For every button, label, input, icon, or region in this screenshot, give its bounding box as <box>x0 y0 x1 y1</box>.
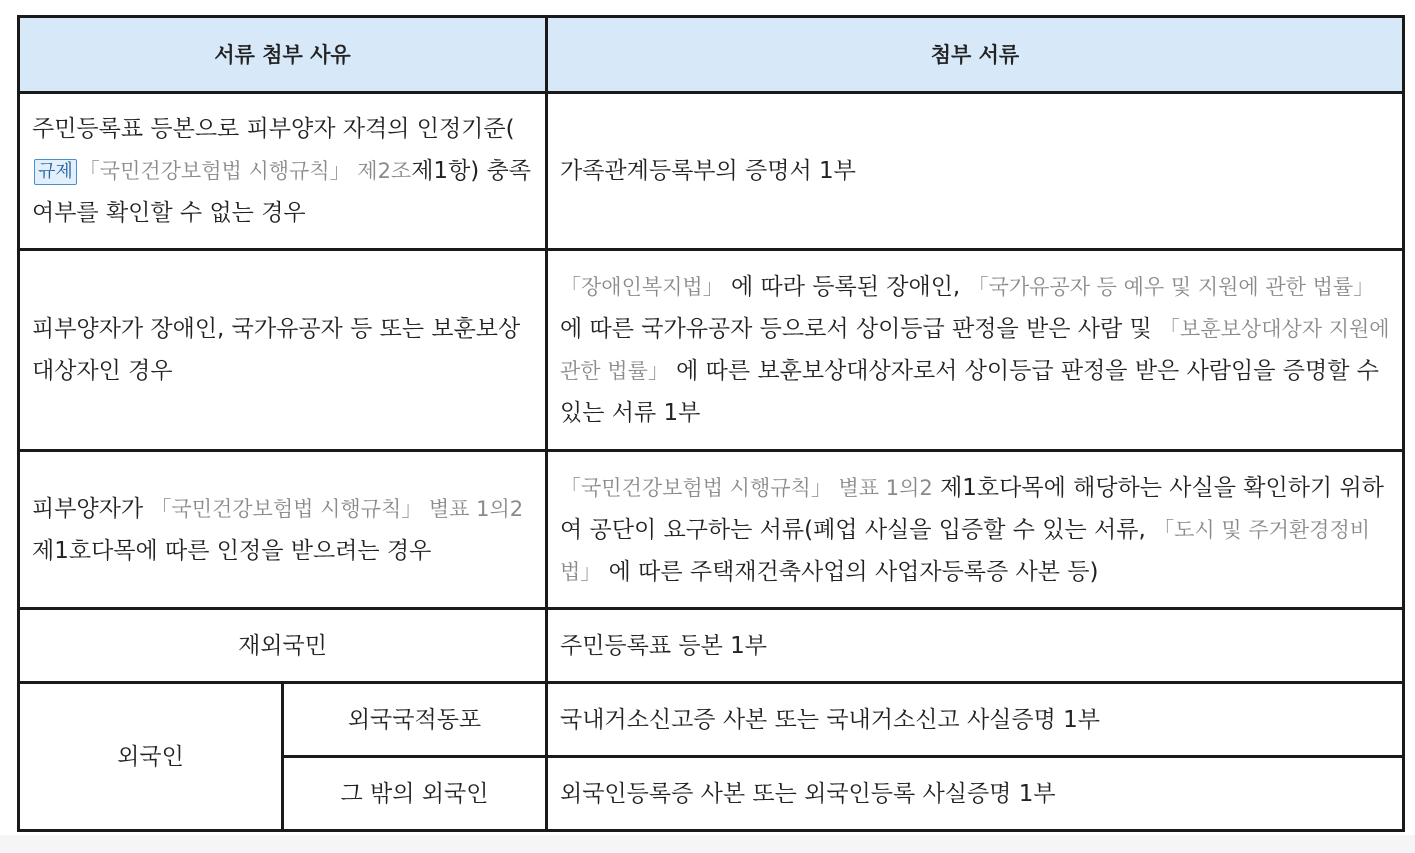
law-link[interactable]: 「국민건강보험법 시행규칙」 제2조 <box>78 159 412 183</box>
reason-text: 제1항) 충족 여부를 확인할 수 없는 경우 <box>32 158 532 226</box>
regulation-badge[interactable]: 규제 <box>34 159 77 185</box>
law-link[interactable]: 「도시 및 주거환경정비법」 <box>560 517 1371 584</box>
row-reason: 외국국적동포 <box>283 683 547 757</box>
row-reason: 재외국민 <box>19 609 547 683</box>
document-text: 가족관계등록부의 증명서 1부 <box>560 158 856 184</box>
reason-text: 주민등록표 등본으로 피부양자 자격의 인정기준( <box>32 116 515 142</box>
document-text: 에 따른 보훈보상대상자로서 상이등급 판정을 받은 사람임을 증명할 수 있는 서류 1부 <box>560 358 1379 426</box>
row-document: 외국인등록증 사본 또는 외국인등록 사실증명 1부 <box>547 757 1404 831</box>
document-text: 에 따라 등록된 장애인, <box>723 274 968 300</box>
row-document: 주민등록표 등본 1부 <box>547 609 1404 683</box>
document-text: 에 따른 국가유공자 등으로서 상이등급 판정을 받은 사람 및 <box>560 316 1160 342</box>
row-document <box>547 93 1404 250</box>
table-row <box>19 609 1404 683</box>
reason-text: 피부양자가 <box>32 495 151 522</box>
header-reason: 서류 첨부 사유 <box>19 17 547 93</box>
law-link[interactable]: 「국민건강보험법 시행규칙」 별표 1의2 <box>560 475 933 500</box>
table-header-row <box>19 17 1404 93</box>
document-text: 제1호다목에 해당하는 사실을 확인하기 위하여 공단이 요구하는 서류(폐업 사실을 입증할 수 있는 서류, <box>560 474 1384 543</box>
row-document <box>547 250 1404 451</box>
row-document: 국내거소신고증 사본 또는 국내거소신고 사실증명 1부 <box>547 683 1404 757</box>
law-link[interactable]: 「국민건강보험법 시행규칙」 별표 1의2 <box>150 496 524 521</box>
table-row <box>19 451 1404 609</box>
law-link[interactable]: 「장애인복지법」 <box>560 275 724 299</box>
row-reason <box>19 250 547 451</box>
table-row <box>19 683 1404 757</box>
row-group-foreigner: 외국인 <box>19 683 283 831</box>
law-link[interactable]: 「보훈보상대상자 지원에 관한 법률」 <box>560 317 1390 383</box>
table-row <box>19 93 1404 250</box>
table-row <box>19 250 1404 451</box>
row-reason <box>19 451 547 609</box>
reason-text: 피부양자가 장애인, 국가유공자 등 또는 보훈보상대상자인 경우 <box>32 316 521 384</box>
document-text: 에 따른 주택재건축사업의 사업자등록증 사본 등) <box>601 558 1099 585</box>
header-documents: 첨부 서류 <box>547 17 1404 93</box>
reason-text: 제1호다목에 따른 인정을 받으려는 경우 <box>32 537 432 564</box>
row-reason <box>19 93 547 250</box>
row-reason: 그 밖의 외국인 <box>283 757 547 831</box>
law-link[interactable]: 「국가유공자 등 예우 및 지원에 관한 법률」 <box>967 275 1375 299</box>
attachment-table <box>17 15 1405 832</box>
row-document <box>547 451 1404 609</box>
